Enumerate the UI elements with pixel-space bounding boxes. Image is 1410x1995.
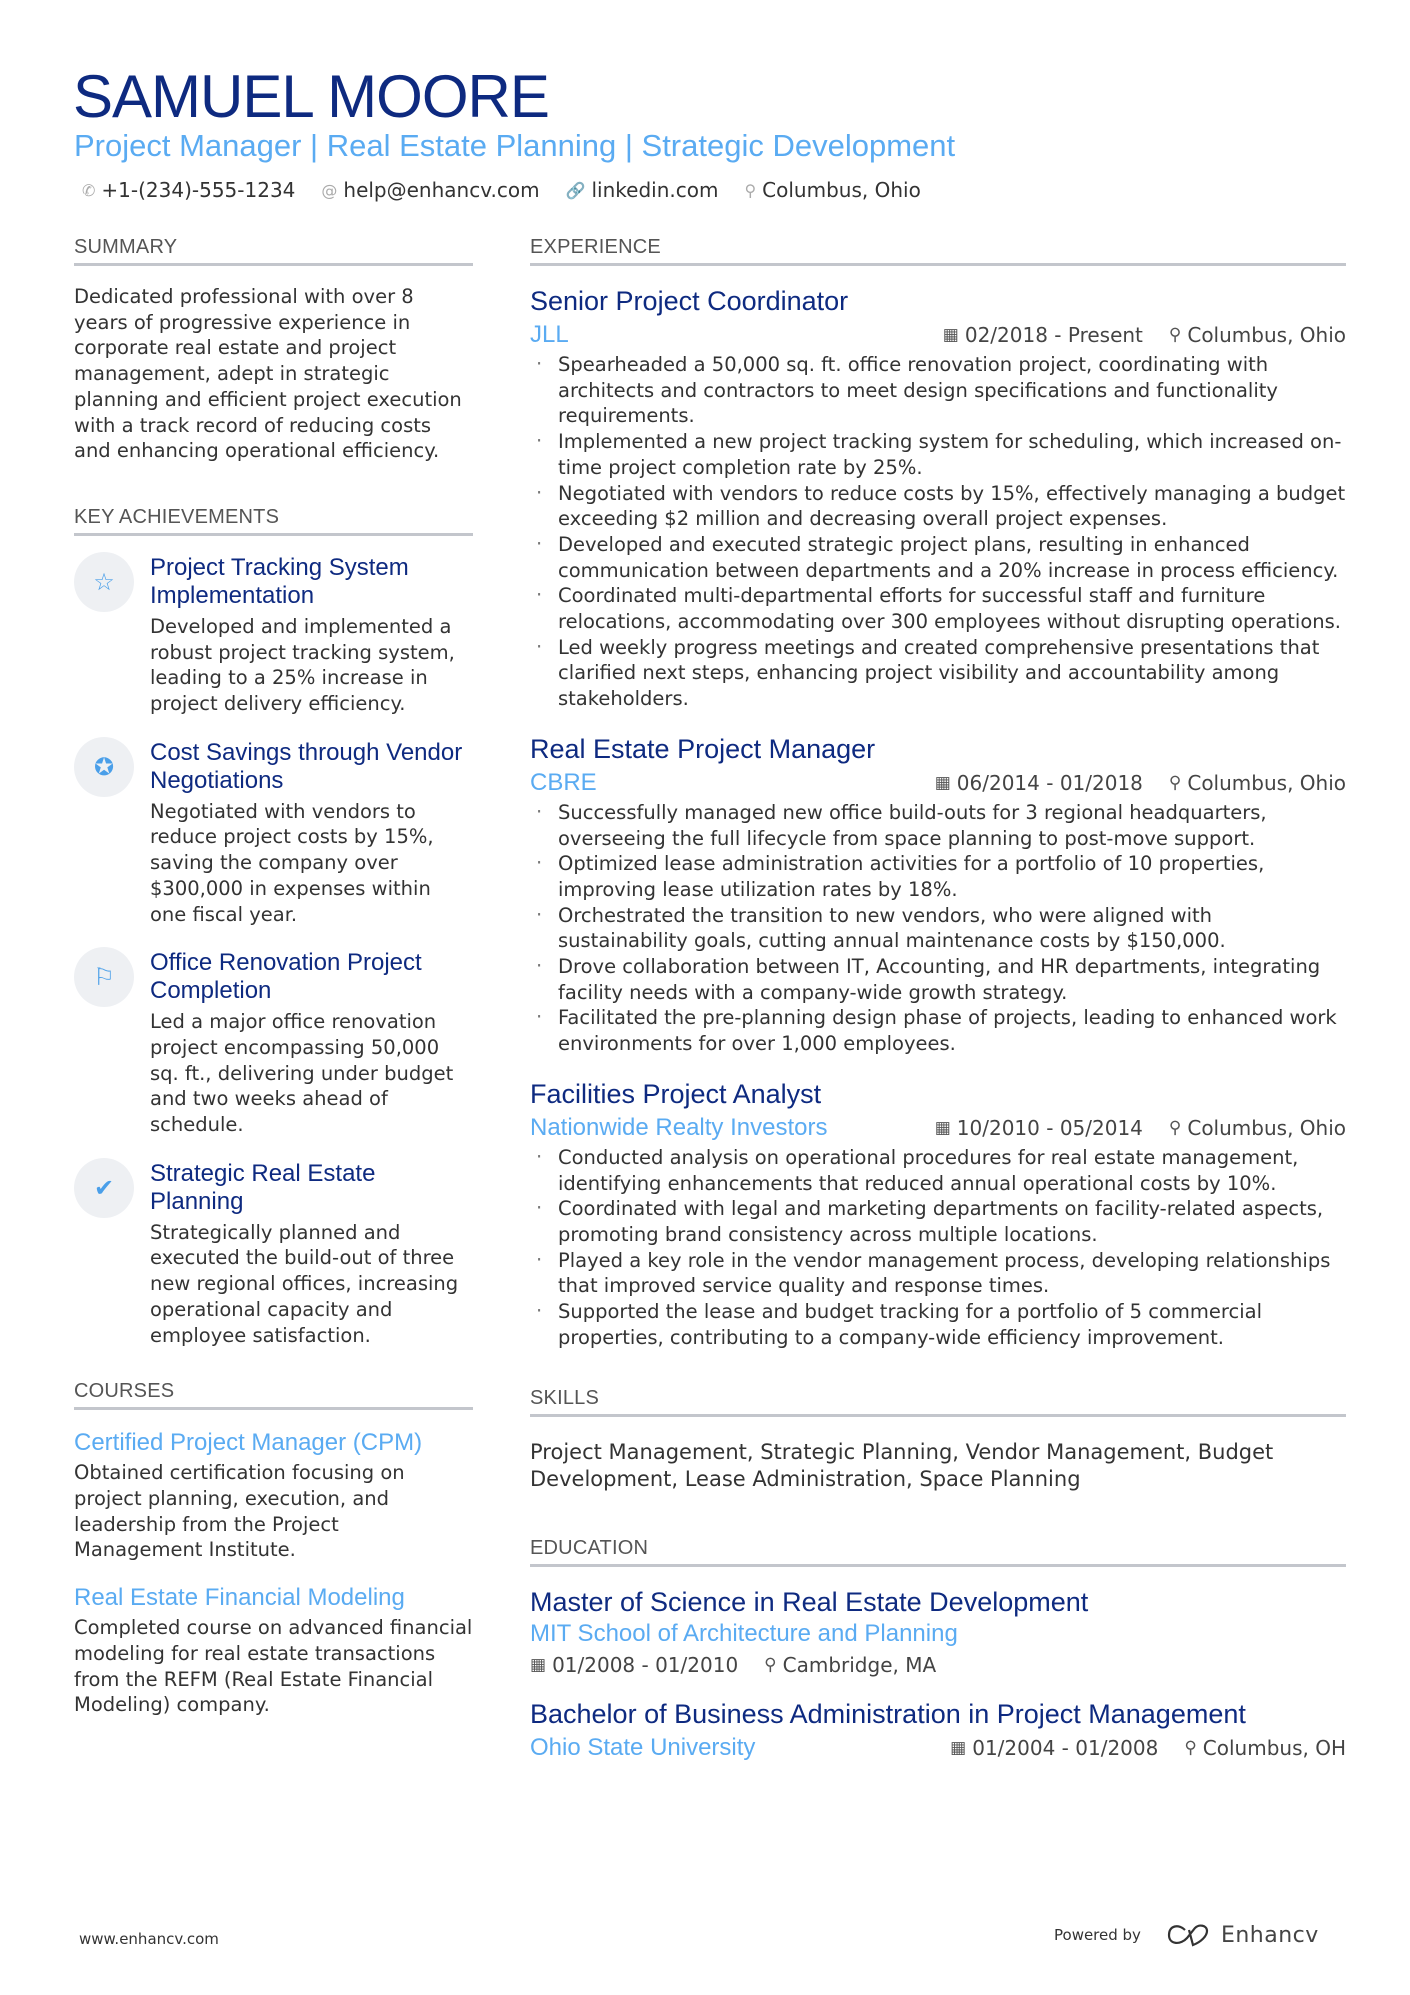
education-section	[530, 1537, 1346, 1763]
date-text: 01/2008 - 01/2010	[552, 1652, 739, 1677]
bullet-item: · Played a key role in the vendor management process, developing relationships that improved service quality and response times.	[530, 1248, 1346, 1299]
contact-item[interactable]	[82, 178, 295, 202]
skills-text: Project Management, Strategic Planning, Vendor Management, Budget Development, Lease Administration, Space Planning	[530, 1439, 1274, 1491]
bullet-item: · Coordinated multi-departmental efforts for successful staff and furniture relocations, accommodating over 300 employees without disrupting operations.	[530, 583, 1346, 634]
company-name: JLL	[530, 321, 569, 348]
bullet-item: · Facilitated the pre-planning design phase of projects, leading to enhanced work environments for over 1,000 employees.	[530, 1005, 1346, 1056]
bullet-list	[530, 800, 1346, 1057]
school-name: MIT School of Architecture and Planning	[530, 1619, 958, 1647]
job-title: Real Estate Project Manager	[530, 733, 876, 764]
section-heading: EDUCATION	[530, 1537, 1346, 1567]
location-text: Columbus, Ohio	[1187, 1115, 1346, 1140]
company-name: CBRE	[530, 768, 597, 796]
star-icon: ☆	[74, 552, 134, 612]
education-entry	[530, 1697, 1346, 1763]
calendar-icon: ▦	[950, 1737, 967, 1758]
footer-website[interactable]: www.enhancv.com	[79, 1930, 219, 1948]
achievement-text: Led a major office renovation project encompassing 50,000 sq. ft., delivering under budget and two weeks ahead of schedule.	[150, 1010, 454, 1137]
award-ribbon-icon: ✪	[74, 737, 134, 797]
course-list	[74, 1428, 473, 1718]
headline: Project Manager | Real Estate Planning | Strategic Development	[74, 128, 956, 163]
link-icon: 🔗	[565, 180, 586, 200]
course-text: Obtained certification focusing on project planning, execution, and leadership from the Project Management Institute.	[74, 1461, 405, 1562]
job-list	[530, 284, 1346, 1351]
contact-text: Columbus, Ohio	[762, 178, 921, 202]
date-text: 01/2004 - 01/2008	[972, 1735, 1159, 1760]
degree-title: Master of Science in Real Estate Development	[530, 1586, 1089, 1617]
location-text: Columbus, OH	[1202, 1735, 1346, 1760]
location	[764, 1653, 936, 1677]
bullet-list	[530, 352, 1346, 712]
section-heading: SUMMARY	[74, 236, 473, 266]
date-range	[530, 1653, 738, 1677]
contact-text: +1-(234)-555-1234	[101, 178, 296, 202]
calendar-icon: ▦	[942, 325, 959, 345]
footer-branding	[1054, 1922, 1319, 1948]
achievement-title: Office Renovation Project Completion	[150, 949, 422, 1005]
location-pin-icon: ⚲	[1168, 1117, 1182, 1138]
courses-section	[74, 1380, 473, 1718]
achievement-title: Project Tracking System Implementation	[150, 553, 409, 609]
achievement-body	[150, 739, 473, 928]
achievement-item	[74, 1160, 473, 1349]
achievement-title: Cost Savings through Vendor Negotiations	[150, 738, 463, 794]
enhancv-logo	[1165, 1922, 1319, 1948]
bullet-item: · Spearheaded a 50,000 sq. ft. office renovation project, coordinating with architects and contractors to meet design specifications and functionality requirements.	[530, 352, 1346, 429]
date-range	[950, 1736, 1158, 1760]
achievement-text: Negotiated with vendors to reduce project costs by 15%, saving the company over $300,000 in expenses within one fiscal year.	[150, 799, 434, 926]
location	[1169, 771, 1346, 795]
achievement-title: Strategic Real Estate Planning	[150, 1159, 376, 1215]
bullet-item: · Led weekly progress meetings and created comprehensive presentations that clarified next steps, enhancing project visibility and accountability among stakeholders.	[530, 635, 1346, 712]
date-text: 10/2010 - 05/2014	[956, 1115, 1143, 1140]
course-text: Completed course on advanced financial modeling for real estate transactions from the REFM (Real Estate Financial Modeling) company.	[74, 1616, 473, 1717]
edu-row	[530, 1733, 1346, 1763]
bullet-item: · Implemented a new project tracking system for scheduling, which increased on-time project completion rate by 25%.	[530, 429, 1346, 480]
location-text: Cambridge, MA	[782, 1652, 937, 1677]
job-title: Facilities Project Analyst	[530, 1078, 822, 1109]
summary-section	[74, 236, 473, 464]
achievement-item	[74, 739, 473, 928]
candidate-name: SAMUEL MOORE	[73, 63, 549, 130]
left-column	[74, 236, 473, 1738]
checkmark-icon: ✔	[74, 1158, 134, 1218]
calendar-icon: ▦	[934, 1117, 951, 1138]
job-title: Senior Project Coordinator	[530, 286, 849, 316]
contact-text: linkedin.com	[591, 178, 719, 202]
experience-section	[530, 236, 1346, 1351]
job-entry	[530, 732, 1346, 1057]
course-item	[74, 1428, 473, 1563]
date-range	[935, 771, 1143, 795]
location-pin-icon: ⚲	[1168, 772, 1182, 793]
bullet-item: · Developed and executed strategic project plans, resulting in enhanced communication between departments and a 20% increase in process efficiency.	[530, 532, 1346, 583]
section-heading: KEY ACHIEVEMENTS	[74, 506, 473, 536]
right-column	[530, 236, 1346, 1783]
date-text: 02/2018 - Present	[964, 323, 1143, 347]
job-row	[530, 768, 1346, 798]
bullet-item: · Conducted analysis on operational procedures for real estate management, identifying enhancements that reduced annual operational costs by 10%.	[530, 1145, 1346, 1196]
course-item	[74, 1583, 473, 1718]
location-icon: ⚲	[744, 180, 757, 200]
job-entry	[530, 284, 1346, 712]
meta-info	[935, 1116, 1346, 1140]
location-pin-icon: ⚲	[1168, 325, 1182, 345]
contact-item[interactable]	[566, 178, 719, 202]
achievement-item	[74, 949, 473, 1138]
date-text: 06/2014 - 01/2018	[956, 770, 1143, 795]
bullet-item: · Negotiated with vendors to reduce costs by 15%, effectively managing a budget exceeding $2 million and decreasing overall project expenses.	[530, 481, 1346, 532]
school-name: Ohio State University	[530, 1733, 756, 1761]
calendar-icon: ▦	[530, 1654, 547, 1675]
bullet-item: · Coordinated with legal and marketing departments on facility-related aspects, promoting brand consistency across multiple locations.	[530, 1196, 1346, 1247]
bullet-list	[530, 1145, 1346, 1351]
date-range	[943, 323, 1143, 347]
degree-title: Bachelor of Business Administration in Project Management	[530, 1698, 1246, 1729]
job-row	[530, 320, 1346, 350]
achievement-body	[150, 949, 473, 1138]
enhancv-logo-icon	[1165, 1922, 1211, 1948]
bullet-item: · Supported the lease and budget tracking for a portfolio of 5 commercial properties, contributing to a company-wide efficiency improvement.	[530, 1299, 1346, 1350]
location-pin-icon: ⚲	[1184, 1737, 1197, 1758]
contact-item[interactable]	[744, 178, 920, 202]
course-title: Certified Project Manager (CPM)	[74, 1429, 423, 1457]
location	[1169, 1116, 1346, 1140]
location-text: Columbus, Ohio	[1187, 323, 1346, 347]
job-row	[530, 1113, 1346, 1143]
achievement-item	[74, 554, 473, 717]
brand-name: Enhancv	[1220, 1922, 1319, 1948]
section-heading: COURSES	[74, 1380, 473, 1410]
date-range	[935, 1116, 1143, 1140]
bullet-item: · Orchestrated the transition to new vendors, who were aligned with sustainability goals, cutting annual maintenance costs by $150,000.	[530, 903, 1346, 954]
meta-info	[935, 771, 1346, 795]
meta-info	[950, 1736, 1346, 1760]
bullet-item: · Optimized lease administration activities for a portfolio of 10 properties, improving lease utilization rates by 18%.	[530, 851, 1346, 902]
achievement-text: Developed and implemented a robust project tracking system, leading to a 25% increase in project delivery efficiency.	[150, 614, 455, 716]
bullet-item: · Drove collaboration between IT, Accounting, and HR departments, integrating facility needs with a company-wide growth strategy.	[530, 954, 1346, 1005]
at-icon: @	[321, 180, 338, 200]
contact-text: help@enhancv.com	[343, 178, 540, 202]
job-entry	[530, 1077, 1346, 1351]
achievement-list	[74, 554, 473, 1348]
flag-icon: ⚐	[74, 947, 134, 1007]
phone-icon: ✆	[82, 180, 96, 200]
achievement-body	[150, 1160, 473, 1349]
section-heading: SKILLS	[530, 1387, 1346, 1417]
achievement-text: Strategically planned and executed the build-out of three new regional offices, increasing operational capacity and employee satisfaction.	[150, 1220, 459, 1347]
company-name: Nationwide Realty Investors	[530, 1113, 828, 1141]
course-title: Real Estate Financial Modeling	[74, 1584, 405, 1612]
location	[1184, 1736, 1346, 1760]
location-text: Columbus, Ohio	[1187, 770, 1346, 795]
skills-section	[530, 1387, 1346, 1493]
powered-by-label: Powered by	[1054, 1926, 1141, 1944]
achievements-section	[74, 506, 473, 1348]
education-list	[530, 1585, 1346, 1763]
meta-info	[943, 323, 1346, 347]
education-entry	[530, 1585, 1346, 1677]
achievement-body	[150, 554, 473, 717]
calendar-icon: ▦	[934, 772, 951, 793]
contact-item[interactable]	[321, 178, 539, 202]
meta-info	[530, 1653, 1346, 1677]
summary-text: Dedicated professional with over 8 years of progressive experience in corporate real estate and project management, adept in strategic planning and efficient project execution with a track record of reducing costs and enhancing operational efficiency.	[74, 285, 462, 463]
location-pin-icon: ⚲	[764, 1654, 777, 1675]
location	[1169, 323, 1346, 347]
section-heading: EXPERIENCE	[530, 236, 1346, 266]
bullet-item: · Successfully managed new office build-outs for 3 regional headquarters, overseeing the full lifecycle from space planning to post-move support.	[530, 800, 1346, 851]
contact-bar	[82, 178, 921, 202]
